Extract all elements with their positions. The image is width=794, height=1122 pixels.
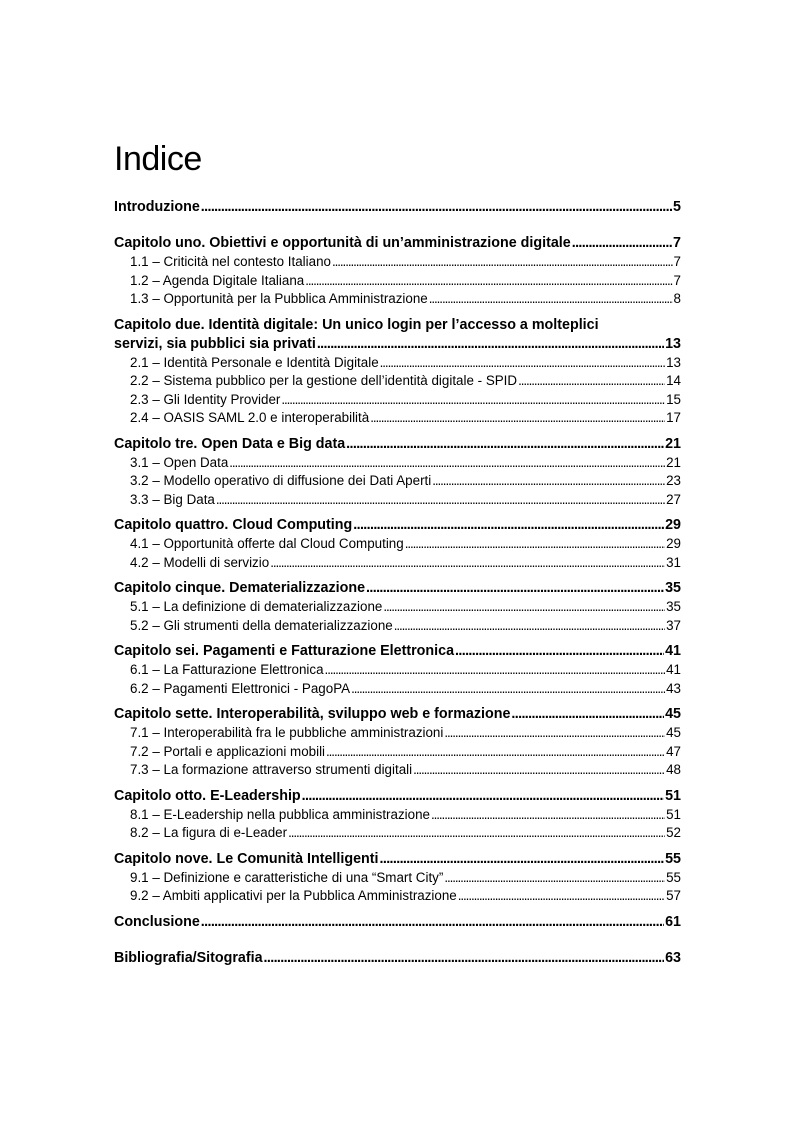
toc-section-page: 48 — [666, 762, 681, 777]
toc-section[interactable] — [114, 290, 681, 309]
toc-section-page: 31 — [666, 554, 681, 570]
toc-section-page: 27 — [666, 491, 681, 507]
leader-dots — [413, 761, 665, 780]
toc-section-page: 35 — [666, 599, 681, 614]
toc-entry-title: Capitolo cinque. Dematerializzazione — [114, 580, 366, 596]
leader-dots — [332, 253, 673, 272]
toc-chapter-bibliografia — [114, 949, 681, 968]
toc-section-title: 5.2 – Gli strumenti della dematerializzazione — [130, 617, 393, 633]
toc-section-page: 47 — [666, 743, 681, 759]
toc-chapter-7 — [114, 705, 681, 780]
toc-section-page: 37 — [666, 617, 681, 633]
toc-entry[interactable] — [114, 316, 681, 354]
toc-section-page: 52 — [666, 825, 681, 840]
toc-section[interactable] — [114, 391, 681, 410]
toc-section[interactable] — [114, 354, 681, 373]
toc-entry-title: Bibliografia/Sitografia — [114, 949, 263, 966]
toc-entry-title: Capitolo sei. Pagamenti e Fatturazione Elettronica — [114, 643, 455, 659]
toc-chapter-8 — [114, 787, 681, 843]
leader-dots — [346, 435, 664, 454]
leader-dots — [302, 787, 664, 806]
leader-dots — [444, 869, 665, 888]
toc-section-title: 7.3 – La formazione attraverso strumenti digitali — [130, 762, 413, 777]
leader-dots — [518, 372, 665, 391]
toc-section[interactable] — [114, 535, 681, 554]
toc-section-page: 14 — [666, 373, 681, 388]
toc-section-title: 3.1 – Open Data — [130, 454, 229, 470]
table-of-contents — [114, 198, 681, 975]
toc-section-page: 7 — [673, 254, 681, 269]
leader-dots — [429, 290, 673, 309]
toc-section-page: 8 — [673, 291, 681, 306]
toc-entry-page: 55 — [665, 850, 681, 867]
leader-dots — [380, 354, 665, 373]
toc-entry-page: 45 — [665, 706, 681, 722]
toc-section[interactable] — [114, 472, 681, 491]
toc-section-title: 4.1 – Opportunità offerte dal Cloud Computing — [130, 536, 404, 551]
toc-entry-page: 63 — [665, 949, 681, 966]
toc-section-page: 15 — [666, 391, 681, 407]
toc-entry-page: 29 — [665, 517, 681, 533]
toc-section-page: 17 — [666, 410, 681, 425]
toc-section-title: 2.1 – Identità Personale e Identità Digitale — [130, 354, 379, 370]
toc-section-title: 3.3 – Big Data — [130, 491, 215, 507]
toc-section[interactable] — [114, 869, 681, 888]
toc-section-title: 8.2 – La figura di e-Leader — [130, 825, 288, 840]
toc-entry-page: 13 — [665, 335, 681, 352]
toc-section-title: 6.1 – La Fatturazione Elettronica — [130, 662, 324, 677]
leader-dots — [366, 579, 664, 598]
toc-entry-page: 41 — [665, 643, 681, 659]
toc-section-title: 7.1 – Interoperabilità fra le pubbliche amministrazioni — [130, 725, 444, 740]
toc-section-title: 6.2 – Pagamenti Elettronici - PagoPA — [130, 680, 351, 696]
leader-dots — [444, 724, 665, 743]
toc-section-page: 13 — [666, 354, 681, 370]
toc-section[interactable] — [114, 724, 681, 743]
toc-entry[interactable] — [114, 787, 681, 806]
toc-entry[interactable] — [114, 198, 681, 217]
toc-entry-title: Introduzione — [114, 199, 200, 215]
leader-dots — [432, 472, 665, 491]
toc-section-title: 8.1 – E-Leadership nella pubblica amministrazione — [130, 806, 430, 822]
toc-entry-title: Capitolo sette. Interoperabilità, sviluppo web e formazione — [114, 706, 511, 722]
toc-entry-page: 7 — [673, 235, 681, 251]
leader-dots — [572, 234, 672, 253]
toc-section-title: 5.1 – La definizione di dematerializzazione — [130, 599, 383, 614]
toc-chapter-5 — [114, 579, 681, 635]
toc-entry-title: Conclusione — [114, 913, 200, 930]
leader-dots — [201, 198, 672, 217]
toc-chapter-6 — [114, 642, 681, 698]
leader-dots — [201, 913, 664, 932]
toc-chapter-4 — [114, 516, 681, 572]
toc-section-title: 9.2 – Ambiti applicativi per la Pubblica Amministrazione — [130, 888, 457, 903]
leader-dots — [270, 554, 665, 573]
leader-dots — [405, 535, 665, 554]
toc-entry-title-line2: servizi, sia pubblici sia privati — [114, 335, 316, 352]
toc-chapter-9 — [114, 850, 681, 906]
leader-dots — [305, 272, 672, 291]
leader-dots — [511, 705, 664, 724]
toc-entry[interactable] — [114, 949, 681, 968]
toc-entry[interactable] — [114, 705, 681, 724]
leader-dots — [216, 491, 665, 510]
toc-entry-title: Capitolo otto. E-Leadership — [114, 787, 301, 804]
toc-section-page: 55 — [666, 869, 681, 885]
toc-section-title: 4.2 – Modelli di servizio — [130, 554, 270, 570]
toc-entry-page: 5 — [673, 199, 681, 215]
toc-section[interactable] — [114, 491, 681, 510]
toc-section[interactable] — [114, 743, 681, 762]
toc-entry[interactable] — [114, 234, 681, 253]
toc-section[interactable] — [114, 409, 681, 428]
toc-section-title: 7.2 – Portali e applicazioni mobili — [130, 743, 326, 759]
toc-chapter-3 — [114, 435, 681, 510]
toc-entry[interactable] — [114, 913, 681, 932]
leader-dots — [326, 743, 665, 762]
toc-section[interactable] — [114, 680, 681, 699]
toc-section[interactable] — [114, 617, 681, 636]
toc-section-title: 2.3 – Gli Identity Provider — [130, 391, 281, 407]
leader-dots — [383, 598, 665, 617]
toc-section-page: 45 — [666, 725, 681, 740]
toc-entry[interactable] — [114, 579, 681, 598]
toc-entry-title-line1: Capitolo due. Identità digitale: Un unico login per l’accesso a molteplici — [114, 316, 599, 333]
toc-section[interactable] — [114, 661, 681, 680]
leader-dots — [281, 391, 665, 410]
toc-entry-title: Capitolo tre. Open Data e Big data — [114, 435, 346, 452]
toc-section-title: 1.2 – Agenda Digitale Italiana — [130, 272, 305, 288]
toc-section[interactable] — [114, 806, 681, 825]
toc-entry-title: Capitolo nove. Le Comunità Intelligenti — [114, 850, 379, 867]
leader-dots — [229, 454, 665, 473]
leader-dots — [288, 824, 665, 843]
toc-section-title: 1.3 – Opportunità per la Pubblica Amministrazione — [130, 291, 428, 306]
toc-section[interactable] — [114, 824, 681, 843]
toc-section-page: 51 — [666, 806, 681, 822]
toc-entry[interactable] — [114, 435, 681, 454]
page-title: Indice — [114, 140, 202, 178]
toc-section[interactable] — [114, 761, 681, 780]
toc-section-title: 2.4 – OASIS SAML 2.0 e interoperabilità — [130, 410, 370, 425]
leader-dots — [455, 642, 664, 661]
toc-section[interactable] — [114, 272, 681, 291]
toc-section-page: 57 — [666, 888, 681, 903]
leader-dots — [351, 680, 665, 699]
toc-entry[interactable] — [114, 516, 681, 535]
toc-section-page: 7 — [673, 272, 681, 288]
leader-dots — [353, 516, 664, 535]
toc-entry-page: 35 — [665, 580, 681, 596]
toc-section-page: 43 — [666, 680, 681, 696]
leader-dots — [317, 335, 664, 354]
toc-chapter-1 — [114, 234, 681, 309]
leader-dots — [394, 617, 665, 636]
leader-dots — [370, 409, 665, 428]
toc-chapter-2 — [114, 316, 681, 428]
toc-section-title: 2.2 – Sistema pubblico per la gestione dell’identità digitale - SPID — [130, 373, 518, 388]
toc-chapter-conclusione — [114, 913, 681, 932]
toc-section[interactable] — [114, 887, 681, 906]
toc-entry[interactable] — [114, 850, 681, 869]
toc-section[interactable] — [114, 372, 681, 391]
toc-section-page: 21 — [666, 454, 681, 470]
toc-section-title: 3.2 – Modello operativo di diffusione dei Dati Aperti — [130, 473, 432, 488]
toc-entry-page: 21 — [665, 435, 681, 452]
toc-section[interactable] — [114, 598, 681, 617]
toc-entry[interactable] — [114, 642, 681, 661]
toc-chapter-introduzione — [114, 198, 681, 217]
toc-section-page: 41 — [666, 662, 681, 677]
toc-section-title: 9.1 – Definizione e caratteristiche di una “Smart City” — [130, 869, 444, 885]
toc-section-page: 29 — [666, 536, 681, 551]
leader-dots — [431, 806, 665, 825]
toc-entry-page: 51 — [665, 787, 681, 804]
leader-dots — [264, 949, 665, 968]
toc-entry-page: 61 — [665, 913, 681, 930]
toc-section-page: 23 — [666, 473, 681, 488]
toc-section[interactable] — [114, 454, 681, 473]
toc-entry-title: Capitolo quattro. Cloud Computing — [114, 517, 353, 533]
leader-dots — [458, 887, 665, 906]
toc-section[interactable] — [114, 253, 681, 272]
leader-dots — [380, 850, 665, 869]
toc-entry-title: Capitolo uno. Obiettivi e opportunità di un’amministrazione digitale — [114, 235, 571, 251]
toc-section[interactable] — [114, 554, 681, 573]
leader-dots — [325, 661, 666, 680]
toc-section-title: 1.1 – Criticità nel contesto Italiano — [130, 254, 331, 269]
